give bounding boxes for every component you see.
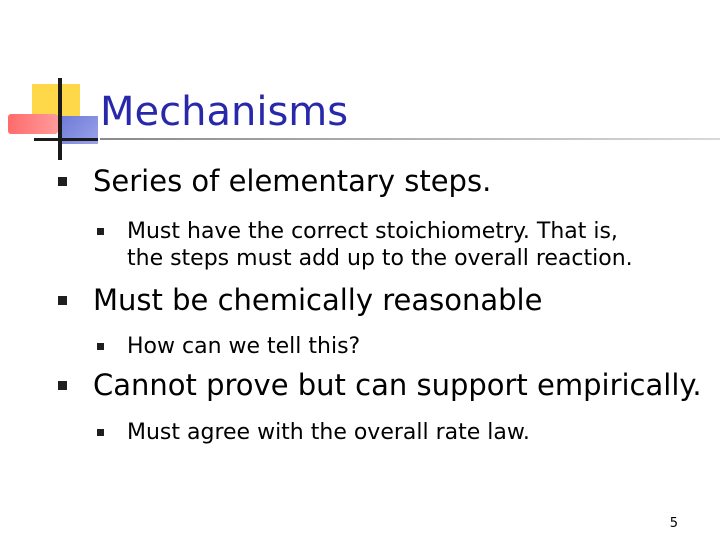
bullet-marker [58, 296, 67, 305]
page-number: 5 [669, 516, 678, 531]
bullet-marker [58, 177, 67, 186]
sub-bullet-marker [97, 228, 104, 235]
bullet-marker [58, 381, 67, 390]
decoration-horizontal-line [34, 138, 98, 141]
title-decoration [0, 0, 120, 170]
bullet-text: Must be chemically reasonable [93, 283, 543, 317]
sub-bullet-item [97, 333, 360, 360]
sub-bullet-text [127, 218, 633, 272]
bullet-item [58, 367, 702, 403]
sub-bullet-text: How can we tell this? [127, 334, 361, 359]
sub-bullet-line: the steps must add up to the overall reaction. [127, 246, 633, 271]
decoration-red-bar [8, 114, 58, 134]
slide-title: Mechanisms [100, 89, 349, 135]
sub-bullet-line: Must have the correct stoichiometry. That is, [127, 219, 618, 244]
bullet-item [58, 282, 542, 318]
sub-bullet-marker [97, 343, 104, 350]
sub-bullet-item [97, 419, 530, 446]
sub-bullet-item [97, 218, 633, 272]
sub-bullet-text: Must agree with the overall rate law. [127, 420, 530, 445]
decoration-vertical-line [58, 78, 62, 160]
bullet-text: Series of elementary steps. [93, 164, 492, 198]
title-underline [100, 138, 720, 140]
bullet-item [58, 163, 491, 199]
sub-bullet-marker [97, 429, 104, 436]
bullet-text: Cannot prove but can support empirically. [93, 368, 702, 402]
